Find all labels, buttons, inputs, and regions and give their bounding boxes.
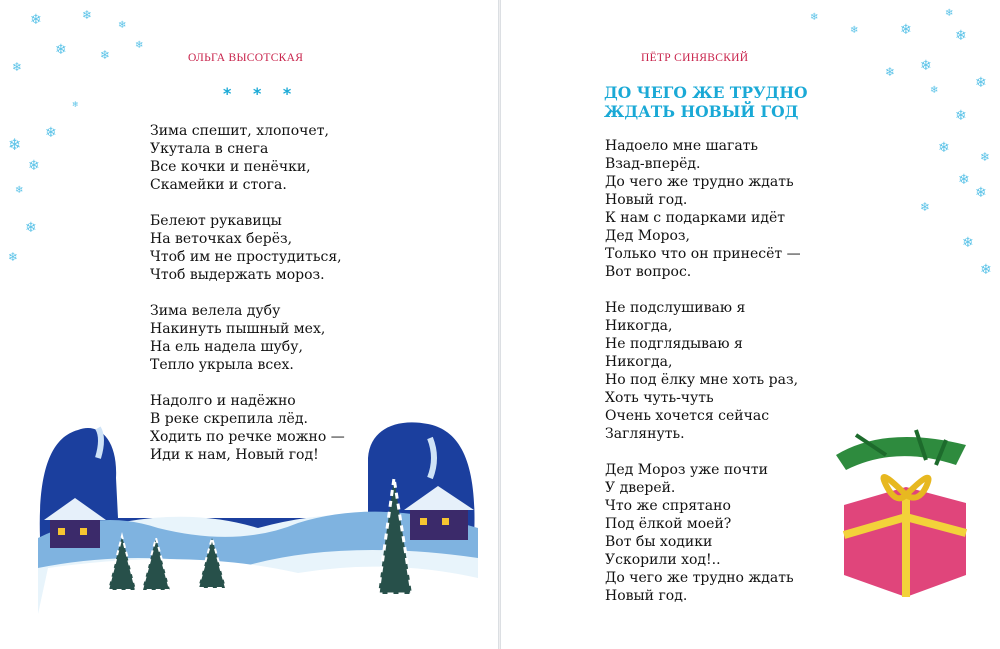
snowflake-icon: ❄ (30, 12, 42, 28)
stanza (605, 137, 801, 281)
stanza (150, 212, 345, 284)
poem-line: Иди к нам, Новый год! (150, 447, 319, 463)
snowflake-icon: ❄ (810, 12, 819, 23)
snowflake-icon: ❄ (945, 8, 954, 19)
poem-line: Вот бы ходики (605, 534, 713, 550)
poem-line: Ускорили ход!.. (605, 552, 721, 568)
poem-line: Тепло укрыла всех. (150, 357, 294, 373)
poem-line: Дед Мороз, (605, 228, 690, 244)
poem-line: Под ёлкой моей? (605, 516, 732, 532)
stanza (150, 122, 345, 194)
poem-line: Белеют рукавицы (150, 213, 282, 229)
snowflake-icon: ❄ (15, 185, 24, 196)
poem-line: Надолго и надёжно (150, 393, 296, 409)
stanza (150, 302, 345, 374)
poem-line: Новый год. (605, 588, 688, 604)
poem-line: Надоело мне шагать (605, 138, 759, 154)
poem-line: Зима велела дубу (150, 303, 281, 319)
snowflake-icon: ❄ (28, 158, 40, 174)
title-line: ДО ЧЕГО ЖЕ ТРУДНО (604, 83, 808, 102)
snowflake-icon: ❄ (850, 25, 859, 36)
poem-line: Новый год. (605, 192, 688, 208)
poem-line: Хоть чуть-чуть (605, 390, 714, 406)
snowflake-icon: ❄ (938, 140, 950, 156)
snowflake-icon: ❄ (975, 185, 987, 201)
poem-line: Дед Мороз уже почти (605, 462, 768, 478)
poem-line: Накинуть пышный мех, (150, 321, 326, 337)
poem-line: Ходить по речке можно — (150, 429, 345, 445)
snowflake-icon: ❄ (900, 22, 912, 38)
snowflake-icon: ❄ (955, 28, 967, 44)
poem-line: На ель надела шубу, (150, 339, 303, 355)
poem-line: В реке скрепила лёд. (150, 411, 308, 427)
poem-line: Взад-вперёд. (605, 156, 701, 172)
poem-line: Все кочки и пенёчки, (150, 159, 311, 175)
title-line: ЖДАТЬ НОВЫЙ ГОД (604, 102, 799, 121)
poem-line: У дверей. (605, 480, 676, 496)
snowflake-icon: ❄ (885, 65, 896, 79)
poem-line: Только что он принесёт — (605, 246, 801, 262)
poem-line: К нам с подарками идёт (605, 210, 786, 226)
snowflake-icon: ❄ (118, 20, 127, 31)
snowflake-icon: ❄ (8, 250, 19, 264)
poem-line: Не подслушиваю я (605, 300, 746, 316)
poem-line: Никогда, (605, 354, 673, 370)
snowflake-icon: ❄ (958, 172, 970, 188)
poem-title (604, 83, 808, 121)
snowflake-icon: ❄ (962, 235, 974, 251)
stanza (605, 461, 801, 605)
right-author: ПЁТР СИНЯВСКИЙ (641, 52, 749, 64)
snowflake-icon: ❄ (980, 150, 991, 164)
snowflake-icon: ❄ (45, 125, 57, 141)
snowflake-icon: ❄ (8, 135, 22, 154)
snowflake-icon: ❄ (955, 108, 967, 124)
poem-line: До чего же трудно ждать (605, 174, 794, 190)
snowflake-icon: ❄ (980, 262, 992, 278)
poem-line: Чтоб выдержать мороз. (150, 267, 325, 283)
winter-village-illustration (38, 418, 478, 614)
snowflake-icon: ❄ (25, 220, 37, 236)
snowflake-icon: ❄ (920, 200, 931, 214)
poem-line: Никогда, (605, 318, 673, 334)
snowflake-icon: ❄ (72, 100, 79, 109)
poem-separator: * * * (223, 84, 300, 103)
snowflake-icon: ❄ (82, 8, 93, 22)
snowflake-icon: ❄ (920, 58, 932, 74)
poem-line: На веточках берёз, (150, 231, 293, 247)
left-author: ОЛЬГА ВЫСОТСКАЯ (188, 52, 304, 64)
poem-line: До чего же трудно ждать (605, 570, 794, 586)
poem-line: Заглянуть. (605, 426, 685, 442)
snowflake-icon: ❄ (100, 48, 111, 62)
poem-line: Укутала в снега (150, 141, 269, 157)
snowflake-icon: ❄ (55, 42, 67, 58)
snowflake-icon: ❄ (975, 75, 987, 91)
right-poem (605, 137, 801, 623)
gift-box-illustration (826, 425, 976, 600)
poem-line: Что же спрятано (605, 498, 731, 514)
poem-line: Но под ёлку мне хоть раз, (605, 372, 799, 388)
poem-line: Не подглядываю я (605, 336, 743, 352)
snowflake-icon: ❄ (12, 60, 23, 74)
snowflake-icon: ❄ (135, 40, 144, 51)
snowflake-icon: ❄ (930, 85, 939, 96)
poem-line: Зима спешит, хлопочет, (150, 123, 329, 139)
poem-line: Вот вопрос. (605, 264, 692, 280)
stanza (605, 299, 801, 443)
poem-line: Очень хочется сейчас (605, 408, 770, 424)
poem-line: Скамейки и стога. (150, 177, 287, 193)
poem-line: Чтоб им не простудиться, (150, 249, 342, 265)
